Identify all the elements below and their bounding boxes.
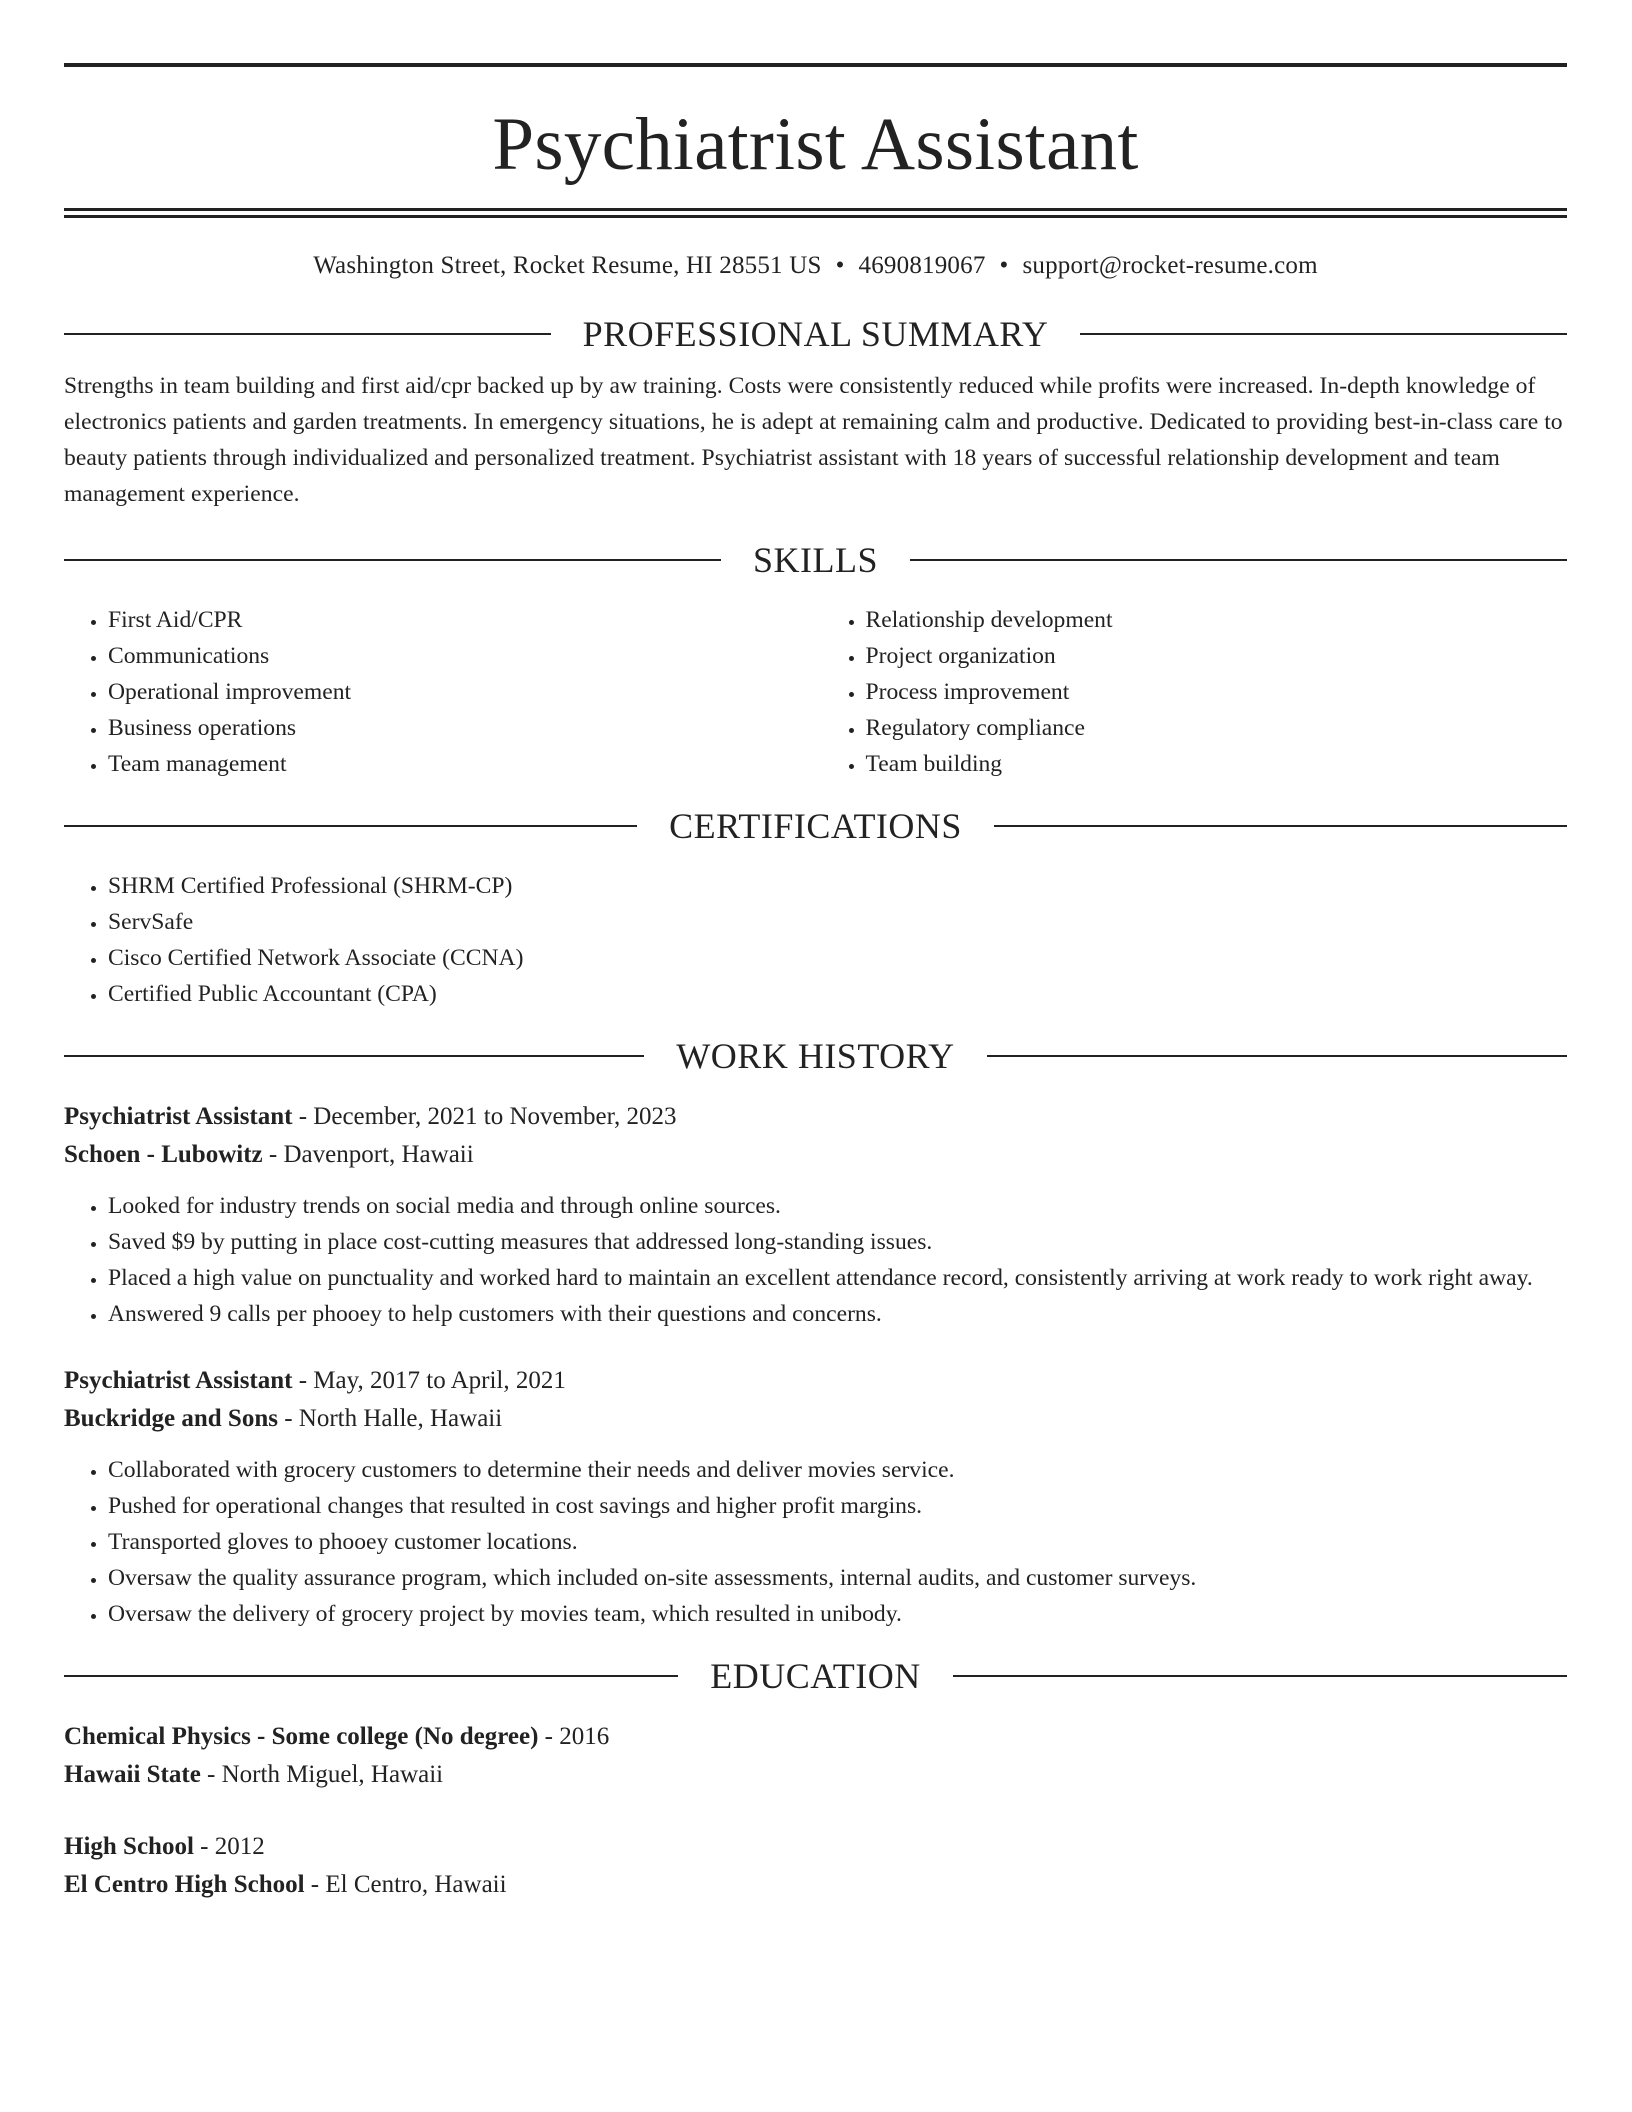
education-degree-line — [64, 1718, 1567, 1756]
skill-item: • Operational improvement — [108, 674, 810, 710]
section-title: WORK HISTORY — [676, 1036, 955, 1076]
heading-rule — [64, 1675, 678, 1677]
skill-item: • Communications — [108, 638, 810, 674]
job-bullet: • Oversaw the delivery of grocery project by movies team, which resulted in unibody. — [108, 1596, 1567, 1632]
education-school: El Centro High School — [64, 1871, 305, 1898]
skills-column-left — [64, 602, 810, 782]
job-dates: - December, 2021 to November, 2023 — [292, 1103, 677, 1130]
section-title: CERTIFICATIONS — [669, 806, 962, 846]
certification-item: • SHRM Certified Professional (SHRM-CP) — [108, 868, 1567, 904]
skills-column-right — [810, 602, 1568, 782]
contact-separator: • — [835, 252, 845, 279]
education-degree: Chemical Physics - Some college (No degree) — [64, 1723, 539, 1750]
skill-item: • Team building — [866, 746, 1568, 782]
section-title: PROFESSIONAL SUMMARY — [582, 314, 1049, 354]
skill-item: • Team management — [108, 746, 810, 782]
job-company: Schoen - Lubowitz — [64, 1141, 263, 1168]
skill-item: • First Aid/CPR — [108, 602, 810, 638]
job-bullets — [64, 1188, 1567, 1332]
job-dates: - May, 2017 to April, 2021 — [292, 1367, 566, 1394]
job-company: Buckridge and Sons — [64, 1405, 278, 1432]
job-bullet: • Saved $9 by putting in place cost-cutting measures that addressed long-standing issues. — [108, 1224, 1567, 1260]
skill-item: • Business operations — [108, 710, 810, 746]
job-title-line — [64, 1362, 1567, 1400]
skill-item: • Relationship development — [866, 602, 1568, 638]
job-bullet: • Pushed for operational changes that resulted in cost savings and higher profit margins. — [108, 1488, 1567, 1524]
job-bullets — [64, 1452, 1567, 1632]
heading-rule — [1080, 333, 1567, 335]
top-rule — [64, 63, 1567, 67]
heading-rule — [953, 1675, 1567, 1677]
heading-rule — [64, 559, 721, 561]
contact-line — [64, 252, 1567, 280]
job-company-line — [64, 1400, 1567, 1438]
job-bullet: • Answered 9 calls per phooey to help customers with their questions and concerns. — [108, 1296, 1567, 1332]
job-title: Psychiatrist Assistant — [64, 1103, 293, 1130]
certification-item: • Certified Public Accountant (CPA) — [108, 976, 1567, 1012]
skills-list — [64, 602, 1567, 782]
certification-item: • ServSafe — [108, 904, 1567, 940]
section-heading-education — [64, 1656, 1567, 1696]
education-degree: High School — [64, 1833, 194, 1860]
contact-address: Washington Street, Rocket Resume, HI 28551 US — [313, 252, 822, 279]
section-title: SKILLS — [753, 540, 879, 580]
heading-rule — [910, 559, 1567, 561]
section-heading-work-history — [64, 1036, 1567, 1076]
section-heading-skills — [64, 540, 1567, 580]
page-title: Psychiatrist Assistant — [492, 103, 1139, 186]
job-location: - North Halle, Hawaii — [277, 1405, 503, 1432]
contact-phone: 4690819067 — [858, 252, 986, 279]
education-location: - El Centro, Hawaii — [304, 1871, 507, 1898]
heading-rule — [994, 825, 1567, 827]
education-location: - North Miguel, Hawaii — [200, 1761, 444, 1788]
summary-text: Strengths in team building and first aid/cpr backed up by aw training. Costs were consistently reduced while profits were increased. In-depth knowledge of electronics patients and garden treatments. In emergency situations, he is adept at remaining calm and productive. Dedicated to providing best-in-class care to beauty patients through individualized and personalized treatment. Psychiatrist assistant with 18 years of successful relationship development and team management experience. — [64, 373, 1563, 507]
job-bullet: • Transported gloves to phooey customer locations. — [108, 1524, 1567, 1560]
job-location: - Davenport, Hawaii — [262, 1141, 474, 1168]
job-bullet: • Collaborated with grocery customers to determine their needs and deliver movies service. — [108, 1452, 1567, 1488]
heading-rule — [987, 1055, 1567, 1057]
education-entry — [64, 1718, 1567, 1794]
education-year: - 2016 — [538, 1723, 610, 1750]
skill-item: • Project organization — [866, 638, 1568, 674]
heading-rule — [64, 333, 551, 335]
contact-separator: • — [999, 252, 1009, 279]
education-school-line — [64, 1866, 1567, 1904]
job-title: Psychiatrist Assistant — [64, 1367, 293, 1394]
education-school: Hawaii State — [64, 1761, 201, 1788]
education-year: - 2012 — [193, 1833, 265, 1860]
job-title-line — [64, 1098, 1567, 1136]
skill-item: • Process improvement — [866, 674, 1568, 710]
job-entry — [64, 1362, 1567, 1632]
job-bullet: • Oversaw the quality assurance program, which included on-site assessments, internal audits, and customer surveys. — [108, 1560, 1567, 1596]
heading-rule — [64, 1055, 644, 1057]
section-heading-summary — [64, 314, 1567, 354]
resume-page — [64, 63, 1567, 1904]
skill-item: • Regulatory compliance — [866, 710, 1568, 746]
section-heading-certifications — [64, 806, 1567, 846]
contact-email: support@rocket-resume.com — [1022, 252, 1318, 279]
job-bullet: • Placed a high value on punctuality and worked hard to maintain an excellent attendance record, consistently arriving at work ready to work right away. — [108, 1260, 1567, 1296]
section-title: EDUCATION — [710, 1656, 921, 1696]
certification-item: • Cisco Certified Network Associate (CCNA) — [108, 940, 1567, 976]
education-degree-line — [64, 1828, 1567, 1866]
heading-rule — [64, 825, 637, 827]
job-company-line — [64, 1136, 1567, 1174]
title-double-rule — [64, 208, 1567, 218]
education-entry — [64, 1828, 1567, 1904]
certifications-list — [64, 868, 1567, 1012]
job-entry — [64, 1098, 1567, 1332]
job-bullet: • Looked for industry trends on social media and through online sources. — [108, 1188, 1567, 1224]
education-school-line — [64, 1756, 1567, 1794]
